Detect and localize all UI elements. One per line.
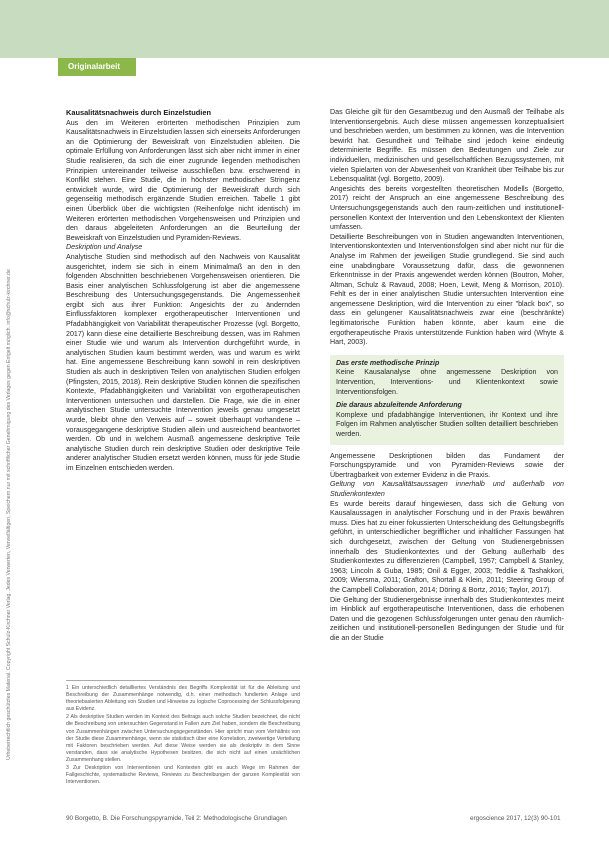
paragraph: Angemessene Deskriptionen bilden das Fundament der Forschungspyramide und von Pyramiden-Reviews sowie der Übertragbarkeit von externer Evidenz in die Praxis.: [330, 451, 564, 479]
requirement-title: Die daraus abzuleitende Anforderung: [336, 401, 462, 410]
left-column: [66, 108, 300, 474]
subheading: Deskription und Analyse: [66, 243, 143, 252]
footnotes: [66, 680, 300, 787]
section-badge: Originalarbeit: [58, 58, 136, 76]
paragraph: Aus den im Weiteren erörterten methodischen Prinzipien zum Kausalitätsnachweis in Einzelstudien lassen sich einerseits Anforderungen an die Optimierung der Beweiskraft von Einzelstudien ableiten. Die optimale Erfüllung von Anforderungen lässt sich aber nicht immer in einer Studie realisieren, da sich die einer zugrunde liegenden methodischen Prinzipien untereinander teilweise ausschließen bzw. erschwerend in Konflikt stehen. Eine Studie, die in höchster methodischer Stringenz entwickelt wurde, wird die Optimierung der Beweiskraft durch sich gegenseitig methodisch ergänzende Studien erreichen. Tabelle 1 gibt einen Überblick über die wichtigsten (Reihenfolge nicht identisch) im Weiteren erörterten methodischen Vorgehensweisen und Prinzipien und den daraus abgeleiteten Anforderungen an die Beurteilung der Beweiskraft von Einzelstudien und Pyramiden-Reviews.: [66, 118, 300, 242]
footer-citation: 90 Borgetto, B. Die Forschungspyramide, Teil 2: Methodologische Grundlagen: [66, 815, 287, 822]
paragraph: Analytische Studien sind methodisch auf den Nachweis von Kausalität ausgerichtet, indem sie sich in einem Minimalmaß an den in den folgenden Abschnitten beschriebenen Vorgehensweisen orientieren. Die Basis einer analytischen Schlussfolgerung ist aber die angemessene Beschreibung des Untersuchungsgegenstands. Die Angemessenheit ergibt sich aus ihrer Funktion: Angesichts der zu ändernden Einflussfaktoren komplexer ergotherapeutischer Interventionen und Pfadabhängigkeit von Variabilität therapeutischer Prozesse (vgl. Borgetto, 2017) kann diese eine detaillierte Beschreibung dessen, was im Rahmen einer Studie wie und warum als Intervention durchgeführt wurde, in analytischen Studien kaum bestimmt werden, was und warum es wirkt hat. Eine angemessene Beschreibung kann sowohl in rein deskriptiven Studien als auch in deskriptiven Teilen von analytischen Studien erfolgen (Pfingsten, 2015, 2018). Rein deskriptive Studien können die spezifischen Kontexte, Pfadabhängigkeiten und Variabilität von ergotherapeutischen Interventionen untersuchen und darstellen. Die Frage, wie die in einer analytischen Studie untersuchte Intervention jeweils genau umgesetzt wurde, bleibt ohne den Verweis auf – soweit überhaupt vorhandene – vorausgegangene deskriptive Studien allein und ausreichend beantwortet werden. Ob und in welchem Ausmaß angemessene deskriptive Teile analytische Studien durch rein deskriptive Studien oder deskriptive Teile anderer analytischer Studien ersetzt werden können, muss für jede Studie im Einzelnen entschieden werden.: [66, 252, 300, 472]
paragraph: Das Gleiche gilt für den Gesamtbezug und den Ausmaß der Teilhabe als Interventionsergebnis. Auch diese müssen angemessen konzeptualisiert und beschrieben werden, um bestimmen zu können, was die Intervention bewirkt hat. Gesundheit und Teilhabe sind jedoch keine eindeutig determinierte Begriffe. Es müssen den Bedeutungen und Ziele zur individuellen, medizinischen und gesellschaftlichen Bezugssystemen, mit vielen Spielarten von der Abwesenheit von Krankheit über Teilhabe bis zur Lebensqualität (vgl. Borgetto, 2009).: [330, 108, 564, 184]
right-column: [330, 108, 564, 643]
principle-title: Das erste methodische Prinzip: [336, 358, 440, 367]
section-heading: Kausalitätsnachweis durch Einzelstudien: [66, 108, 211, 117]
footnote-1: 1 Ein unterschiedlich detailliertes Verständnis des Begriffs Komplexität ist für die Ableitung und Beschreibung der Zusammenhänge notwendig, d.h. einer methodisch fundierten Anlage und theoriebasierten Ableitung von Studien und Hinweise zu logische Coprocessing der Schlussfolgerung aus Evidenz.: [66, 685, 300, 713]
header-band: [0, 0, 609, 58]
principle-text: Keine Kausalanalyse ohne angemessene Deskription von Intervention, Interventions- und Klientenkontext sowie Interventionsfolgen.: [336, 368, 558, 396]
paragraph: Es wurde bereits darauf hingewiesen, dass sich die Geltung von Kausalaussagen in analytischer Forschung und in der Praxis bewähren muss. Dies hat zu einer fokussierten Unterscheidung des Geltungsbegriffs geführt, in unterschiedlicher begrifflicher und inhaltlicher Fassungen hat sich durchgesetzt, zwischen der Geltung von Studienergebnissen innerhalb des Studienkontextes und der Geltung außerhalb des Studienkontextes zu differenzieren (Campbell, 1957; Campbell & Stanley, 1963; Lincoln & Guba, 1985; Onil & Egger, 2003; Teddlie & Tashakkori, 2009; Wiersma, 2011; Grafton, Shortall & Klein, 2011; Steering Group of the Campbell Collaboration, 2014; Döring & Bortz, 2016; Taylor, 2017).: [330, 499, 564, 594]
footer-journal: ergoscience 2017, 12(3) 90-101: [470, 815, 561, 822]
requirement-item: [336, 401, 558, 439]
copyright-notice: [6, 70, 20, 760]
paragraph: Detaillierte Beschreibungen von in Studien angewandten Interventionen, Interventionskontexten und Interventionsfolgen sind aber nicht nur für die Analyse im Rahmen der jeweiligen Studie grundlegend. Sie sind auch eine unabdingbare Voraussetzung dafür, dass die gewonnenen Erkenntnisse in der Praxis angewendet werden können (Boutron, Moher, Altman, Schulz & Ravaud, 2008; Hoen, Lewit, Meng & Morrison, 2010). Fehlt es der in einer analytischen Studie untersuchten Intervention eine angemessene Deskription, wird die Intervention zu einer "black box", so dass ein gelungener Kausalitätsnachweis zwar eine (beschränkte) legitimatorische Funktion haben könnte, aber kaum eine die ergotherapeutische Praxis unterstützende Funktion haben wird (Whyte & Hart, 2003).: [330, 232, 564, 347]
footnote-3: 3 Zur Deskription von Interventionen und Kontexten gibt es auch Wege im Rahmen der Fallgeschichte, systematische Reviews, Reviews zu Beschreibungen der ganzen Komplexität von Interventionen.: [66, 765, 300, 786]
paragraph: Angesichts des bereits vorgestellten theoretischen Modells (Borgetto, 2017) reicht der Anspruch an eine angemessene Beschreibung des Untersuchungsgegenstands auch den raum-zeitlichen und institutionell-personellen Kontext der Intervention und den Lebenskontext der Klienten umfassen.: [330, 184, 564, 232]
requirement-text: Komplexe und pfadabhängige Interventionen, ihr Kontext und ihre Folgen im Rahmen analytischer Studien sollten detailliert beschrieben werden.: [336, 410, 558, 438]
subheading: Geltung von Kausalitätsaussagen innerhalb und außerhalb von Studienkontexten: [330, 480, 564, 498]
paragraph: Die Geltung der Studienergebnisse innerhalb des Studienkontextes meint im Hinblick auf ergotherapeutische Interventionen, dass die erhobenen Daten und die gezogenen Schlussfolgerungen unter genau den räumlich-zeitlichen und institutionell-personellen Bedingungen der Studie und für die an der Studie: [330, 595, 564, 642]
footnote-2: 2 Als deskriptive Studien werden im Kontext des Beitrags auch solche Studien bezeichnet, die nicht die Beschreibung von untersuchten Gegenstand in Fallen zum Ziel haben, sondern die Beschreibung von Zusammenhängen zwischen Untersuchungsgegenständen. Hier spricht man vom Verhältnis von der Studie diese Zusammenhänge, wenn sie statistisch über eine Korrelation, zweiwertige Verteilung mit Faktoren beschrieben werden. Auf diese Weise werden sie als deskriptiv in dem Sinne verstanden, dass sie analytische Hypothesen besitzen, die sich nicht auf einen ursächlichen Zusammenhang stellen.: [66, 714, 300, 763]
copyright-text: Urheberrechtlich geschütztes Material. Copyright Schulz-Kirchner Verlag. Jedes Verwerten, Vervielfältigen, Speichern nur mit schriftlicher Genehmigung des Verlages gegen Entgelt möglich. info@schulz-kirchner.de: [6, 269, 12, 760]
principle-box: [330, 355, 564, 445]
principle-item: [336, 359, 558, 397]
